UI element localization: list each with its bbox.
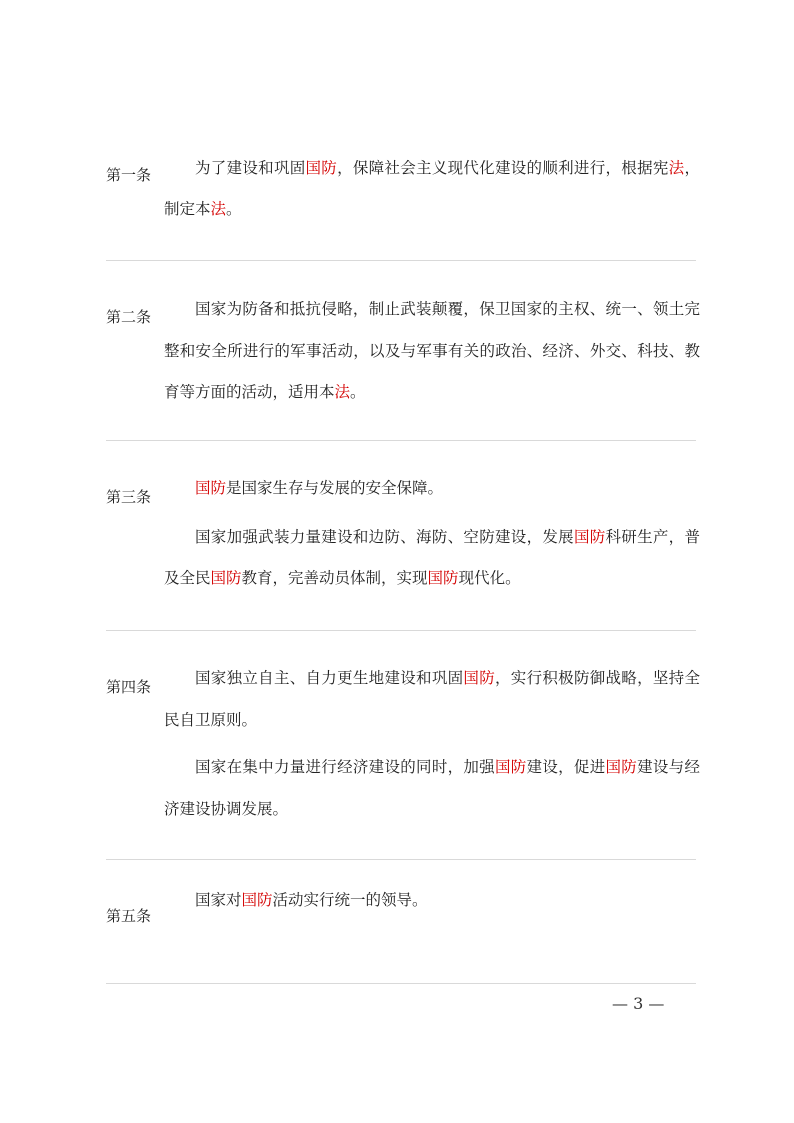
article-body [164,887,700,913]
article-label: 第五条 [106,907,152,925]
highlighted-term: 国防 [605,758,638,776]
text-segment: 为了建设和巩固 [195,159,306,177]
text-segment: 建设与经济建设协调发展。 [164,758,700,818]
text-segment: 是国家生存与发展的安全保障。 [226,479,444,497]
text-segment: ，制定本 [164,159,700,218]
article-label: 第一条 [106,166,152,184]
article-paragraph [164,517,700,600]
text-segment: 现代化。 [458,569,521,587]
text-segment: 。 [226,200,242,218]
highlighted-term: 国防 [494,758,527,776]
separator-line [106,859,696,860]
highlighted-term: 法 [334,383,351,401]
article-body [164,468,700,600]
highlighted-term: 国防 [195,479,227,497]
text-segment: 国家对 [195,891,242,909]
separator-line [106,440,696,441]
highlighted-term: 法 [210,200,227,218]
text-segment: 国家在集中力量进行经济建设的同时，加强 [195,758,495,776]
text-segment: 国家加强武装力量建设和边防、海防、空防建设，发展 [195,527,574,546]
highlighted-term: 国防 [210,569,242,587]
article-paragraph [164,887,700,913]
separator-line [106,260,696,261]
text-segment: 国家独立自主、自力更生地建设和巩固 [195,669,464,687]
article-label: 第二条 [106,308,152,326]
text-segment: 国家为防备和抵抗侵略，制止武装颠覆，保卫国家的主权、统一、领土完整和安全所进行的军事活动，以及与军事有关的政治、经济、外交、科技、教育等方面的活动，适用本 [164,300,700,401]
article-paragraph [164,747,700,830]
text-segment: ，实行积极防御战略，坚持全民自卫原则。 [164,669,700,729]
article-body [164,148,700,230]
article-label: 第三条 [106,488,152,506]
highlighted-term: 国防 [241,891,273,909]
text-segment: 。 [350,383,366,401]
highlighted-term: 国防 [427,569,459,587]
highlighted-term: 国防 [463,669,495,687]
article-paragraph [164,468,700,510]
separator-line [106,630,696,631]
article-label: 第四条 [106,678,152,696]
article-paragraph [164,658,700,741]
text-segment: 教育，完善动员体制，实现 [241,569,428,587]
article-body [164,658,700,830]
article-paragraph [164,289,700,414]
text-segment: ，保障社会主义现代化建设的顺利进行，根据宪 [337,159,669,177]
separator-line [106,983,696,984]
page-number: — 3 — [612,994,665,1013]
text-segment: 活动实行统一的领导。 [272,891,428,909]
highlighted-term: 国防 [573,527,606,546]
highlighted-term: 法 [668,159,685,177]
article-body [164,289,700,414]
highlighted-term: 国防 [305,159,338,177]
article-paragraph [164,148,700,230]
text-segment: 科研生产，普及全民 [164,527,700,587]
text-segment: 建设，促进 [526,758,606,776]
